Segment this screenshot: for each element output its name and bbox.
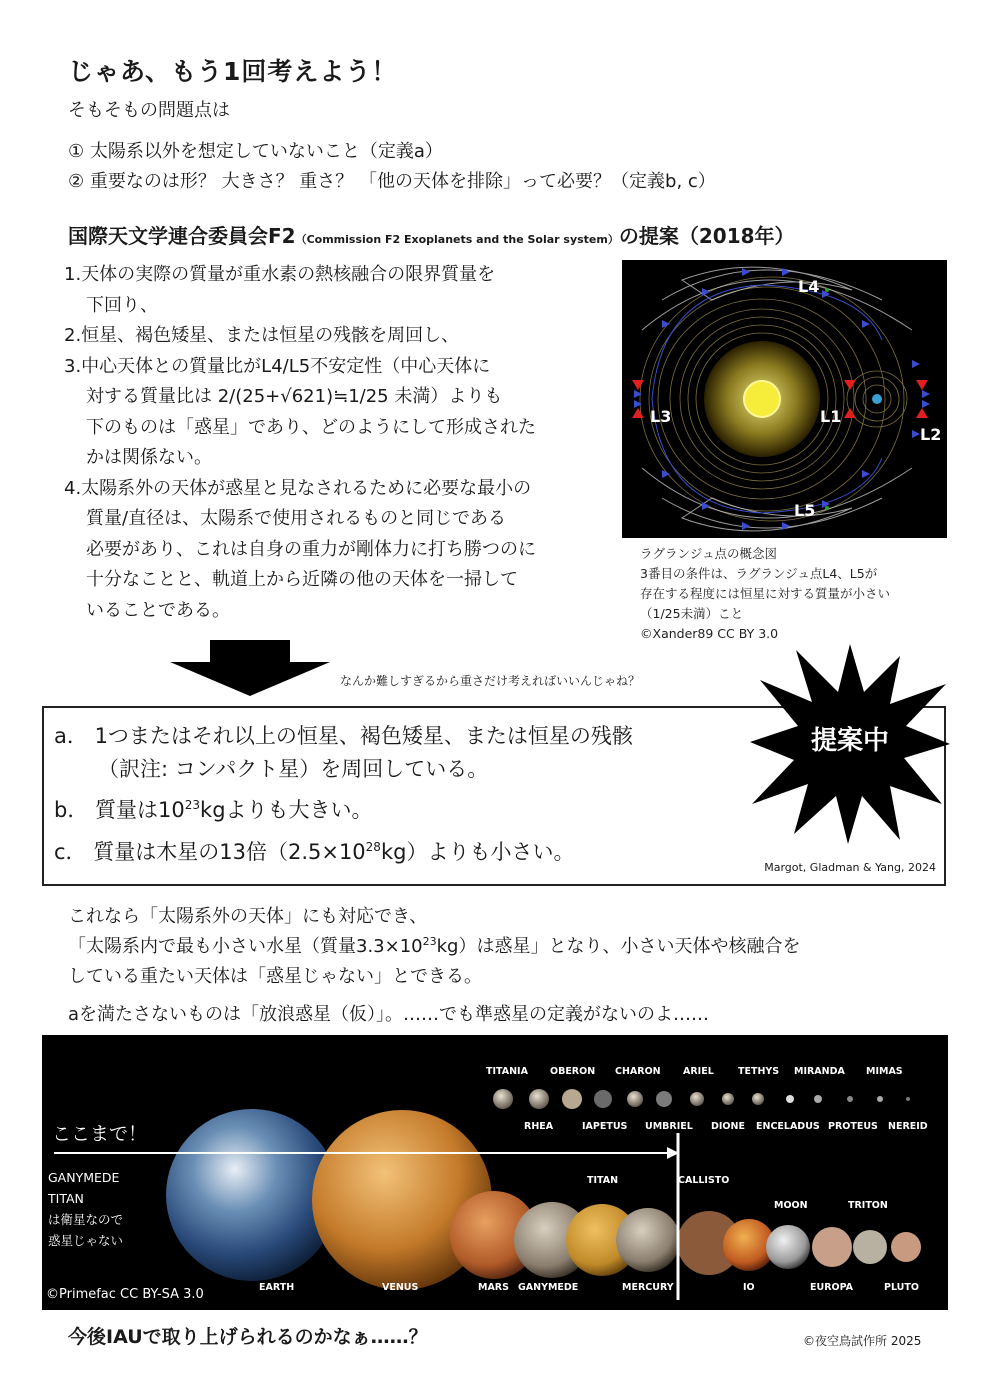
after-line-4: aを満たさないものは「放浪惑星（仮）」。……でも準惑星の定義がないのよ……	[68, 1004, 710, 1025]
note-line: 惑星じゃない	[48, 1233, 124, 1248]
label-moon: MOON	[774, 1200, 808, 1211]
definition-text: 質量は木星の13倍（2.5×10	[93, 840, 366, 864]
here-label: ここまで！	[52, 1123, 148, 1145]
label-triton: TRITON	[848, 1200, 888, 1211]
label-callisto: CALLISTO	[678, 1175, 730, 1186]
mimas-icon	[877, 1096, 883, 1102]
footer-question: 今後IAUで取り上げられるのかなぁ……？	[68, 1326, 428, 1348]
copyright: ©夜空鳥試作所 2025	[803, 1334, 922, 1348]
definition-text: kgよりも大きい。	[200, 798, 373, 822]
definition-exponent: 23	[184, 798, 201, 812]
proposal-item-text: かは関係ない。	[86, 447, 212, 468]
diagram-caption	[640, 544, 890, 644]
proposal-item-3	[64, 352, 624, 474]
sun	[744, 381, 780, 417]
label-charon: CHARON	[615, 1066, 661, 1077]
ariel-icon	[690, 1092, 704, 1106]
pluto-icon	[891, 1232, 921, 1262]
label-l3: L3	[650, 407, 672, 426]
umbriel-icon	[656, 1091, 672, 1107]
label-venus: VENUS	[382, 1282, 419, 1293]
definition-c	[54, 836, 574, 866]
caption-line: （1/25未満）こと	[640, 606, 744, 621]
definition-text: 1つまたはそれ以上の恒星、褐色矮星、または恒星の残骸	[94, 724, 633, 748]
charon-icon	[627, 1091, 643, 1107]
label-iapetus: IAPETUS	[582, 1121, 628, 1132]
definition-text: kg）よりも小さい。	[380, 840, 575, 864]
definition-exponent: 28	[365, 840, 381, 854]
proposal-list	[64, 260, 624, 626]
label-l2: L2	[920, 425, 942, 444]
note-line: GANYMEDE	[48, 1170, 120, 1185]
label-oberon: OBERON	[550, 1066, 596, 1077]
label-tethys: TETHYS	[738, 1066, 780, 1077]
planet	[872, 394, 882, 404]
label-pluto: PLUTO	[884, 1282, 919, 1293]
label-earth: EARTH	[259, 1282, 295, 1293]
label-mars: MARS	[478, 1282, 509, 1293]
note-line: は衛星なので	[48, 1212, 124, 1227]
l5-point	[825, 506, 829, 510]
definition-a	[54, 720, 633, 750]
caption-line: 存在する程度には恒星に対する質量が小さい	[640, 586, 891, 601]
proposal-badge	[750, 644, 950, 844]
label-rhea: RHEA	[524, 1121, 554, 1132]
badge-text: 提案中	[810, 726, 890, 756]
proposal-item-text: 下回り、	[86, 294, 158, 316]
definition-b	[54, 794, 373, 824]
label-ganymede: GANYMEDE	[518, 1282, 579, 1293]
mercury-icon	[616, 1208, 680, 1272]
note-line: TITAN	[48, 1191, 84, 1206]
dione-icon	[722, 1093, 734, 1105]
proposal-item-4	[64, 474, 624, 627]
proposal-item-text: 3.中心天体との質量比がL4/L5不安定性（中心天体に	[64, 355, 491, 377]
nereid-icon	[906, 1097, 910, 1101]
label-proteus: PROTEUS	[828, 1121, 878, 1132]
after-line-3: している重たい天体は「惑星じゃない」とできる。	[68, 966, 482, 987]
label-miranda: MIRANDA	[794, 1066, 845, 1077]
label-titania: TITANIA	[486, 1066, 528, 1077]
proteus-icon	[847, 1096, 853, 1102]
proposal-title-main: 国際天文学連合委員会F2	[68, 224, 296, 248]
planets-image	[42, 1035, 948, 1310]
label-mercury: MERCURY	[622, 1282, 674, 1293]
lagrange-svg	[622, 260, 947, 538]
label-l5: L5	[794, 501, 816, 520]
label-umbriel: UMBRIEL	[645, 1121, 693, 1132]
caption-line: ラグランジュ点の概念図	[640, 546, 777, 561]
oberon-icon	[562, 1089, 582, 1109]
after-text: kg）は惑星」となり、小さい天体や核融合を	[436, 936, 801, 957]
tethys-icon	[752, 1093, 764, 1105]
label-enceladus: ENCELADUS	[756, 1121, 820, 1132]
after-exponent: 23	[422, 935, 437, 948]
after-line-1: これなら「太陽系外の天体」にも対応でき、	[68, 906, 428, 927]
proposal-item-2	[64, 321, 624, 352]
lagrange-diagram	[622, 260, 947, 538]
enceladus-icon	[786, 1095, 794, 1103]
caption-credit: ©Xander89 CC BY 3.0	[640, 626, 779, 641]
after-line-2	[68, 932, 800, 958]
proposal-title-year: の提案（2018年）	[618, 224, 795, 248]
moon-icon	[766, 1225, 810, 1269]
l4-point	[825, 288, 829, 292]
definition-a-cont: （訳注: コンパクト星）を周回している。	[98, 757, 489, 781]
label-ariel: ARIEL	[683, 1066, 714, 1077]
label-titan: TITAN	[587, 1175, 619, 1186]
aside-comment: なんか難しすぎるから重さだけ考えればいいんじゃね？	[340, 674, 641, 688]
definition-prefix: c．	[54, 840, 87, 864]
intro-text: そもそもの問題点は	[68, 100, 230, 121]
proposal-item-text: 対する質量比は 2/(25+√621)≒1/25 未満）よりも	[86, 386, 503, 407]
label-l4: L4	[798, 277, 820, 296]
europa-icon	[812, 1227, 852, 1267]
page-title: じゃあ、もう1回考えよう！	[68, 57, 398, 86]
problem-1: ① 太陽系以外を想定していないこと（定義a）	[68, 141, 443, 162]
rhea-icon	[529, 1089, 549, 1109]
label-europa: EUROPA	[810, 1282, 854, 1293]
proposal-title-sub: （Commission F2 Exoplanets and the Solar system）	[295, 233, 619, 246]
proposal-item-1	[64, 260, 624, 321]
label-dione: DIONE	[711, 1121, 745, 1132]
triton-icon	[853, 1230, 887, 1264]
problem-2: ② 重要なのは形？ 大きさ？ 重さ？ 「他の天体を排除」って必要？（定義b, c）	[68, 171, 716, 192]
titania-icon	[493, 1089, 513, 1109]
label-l1: L1	[820, 407, 842, 426]
proposal-title	[68, 220, 795, 249]
label-io: IO	[743, 1282, 755, 1293]
proposal-item-text: 質量/直径は、太陽系で使用されるものと同じである	[86, 508, 507, 529]
proposal-item-text: いることである。	[86, 599, 230, 621]
image-credit: ©Primefac CC BY-SA 3.0	[46, 1287, 204, 1302]
moon-note	[48, 1167, 123, 1251]
proposal-item-text: 下のものは「惑星」であり、どのようにして形成された	[86, 416, 536, 438]
label-mimas: MIMAS	[866, 1066, 903, 1077]
proposal-item-text: 必要があり、これは自身の重力が剛体力に打ち勝つのに	[86, 538, 536, 560]
reference: Margot, Gladman & Yang, 2024	[764, 861, 936, 874]
miranda-icon	[814, 1095, 822, 1103]
proposal-item-text: 十分なことと、軌道上から近隣の他の天体を一掃して	[86, 569, 518, 590]
label-nereid: NEREID	[888, 1121, 928, 1132]
definition-prefix: a．	[54, 724, 88, 748]
definition-prefix: b．	[54, 798, 89, 822]
caption-line: 3番目の条件は、ラグランジュ点L4、L5が	[640, 566, 878, 581]
down-arrow-icon	[165, 640, 335, 698]
after-text: 「太陽系内で最も小さい水星（質量3.3×10	[68, 936, 423, 957]
definition-text: 質量は10	[95, 798, 185, 822]
proposal-item-text: 1.天体の実際の質量が重水素の熱核融合の限界質量を	[64, 264, 496, 285]
iapetus-icon	[594, 1090, 612, 1108]
proposal-item-text: 2.恒星、褐色矮星、または恒星の残骸を周回し、	[64, 325, 460, 346]
proposal-item-text: 4.太陽系外の天体が惑星と見なされるために必要な最小の	[64, 477, 532, 499]
